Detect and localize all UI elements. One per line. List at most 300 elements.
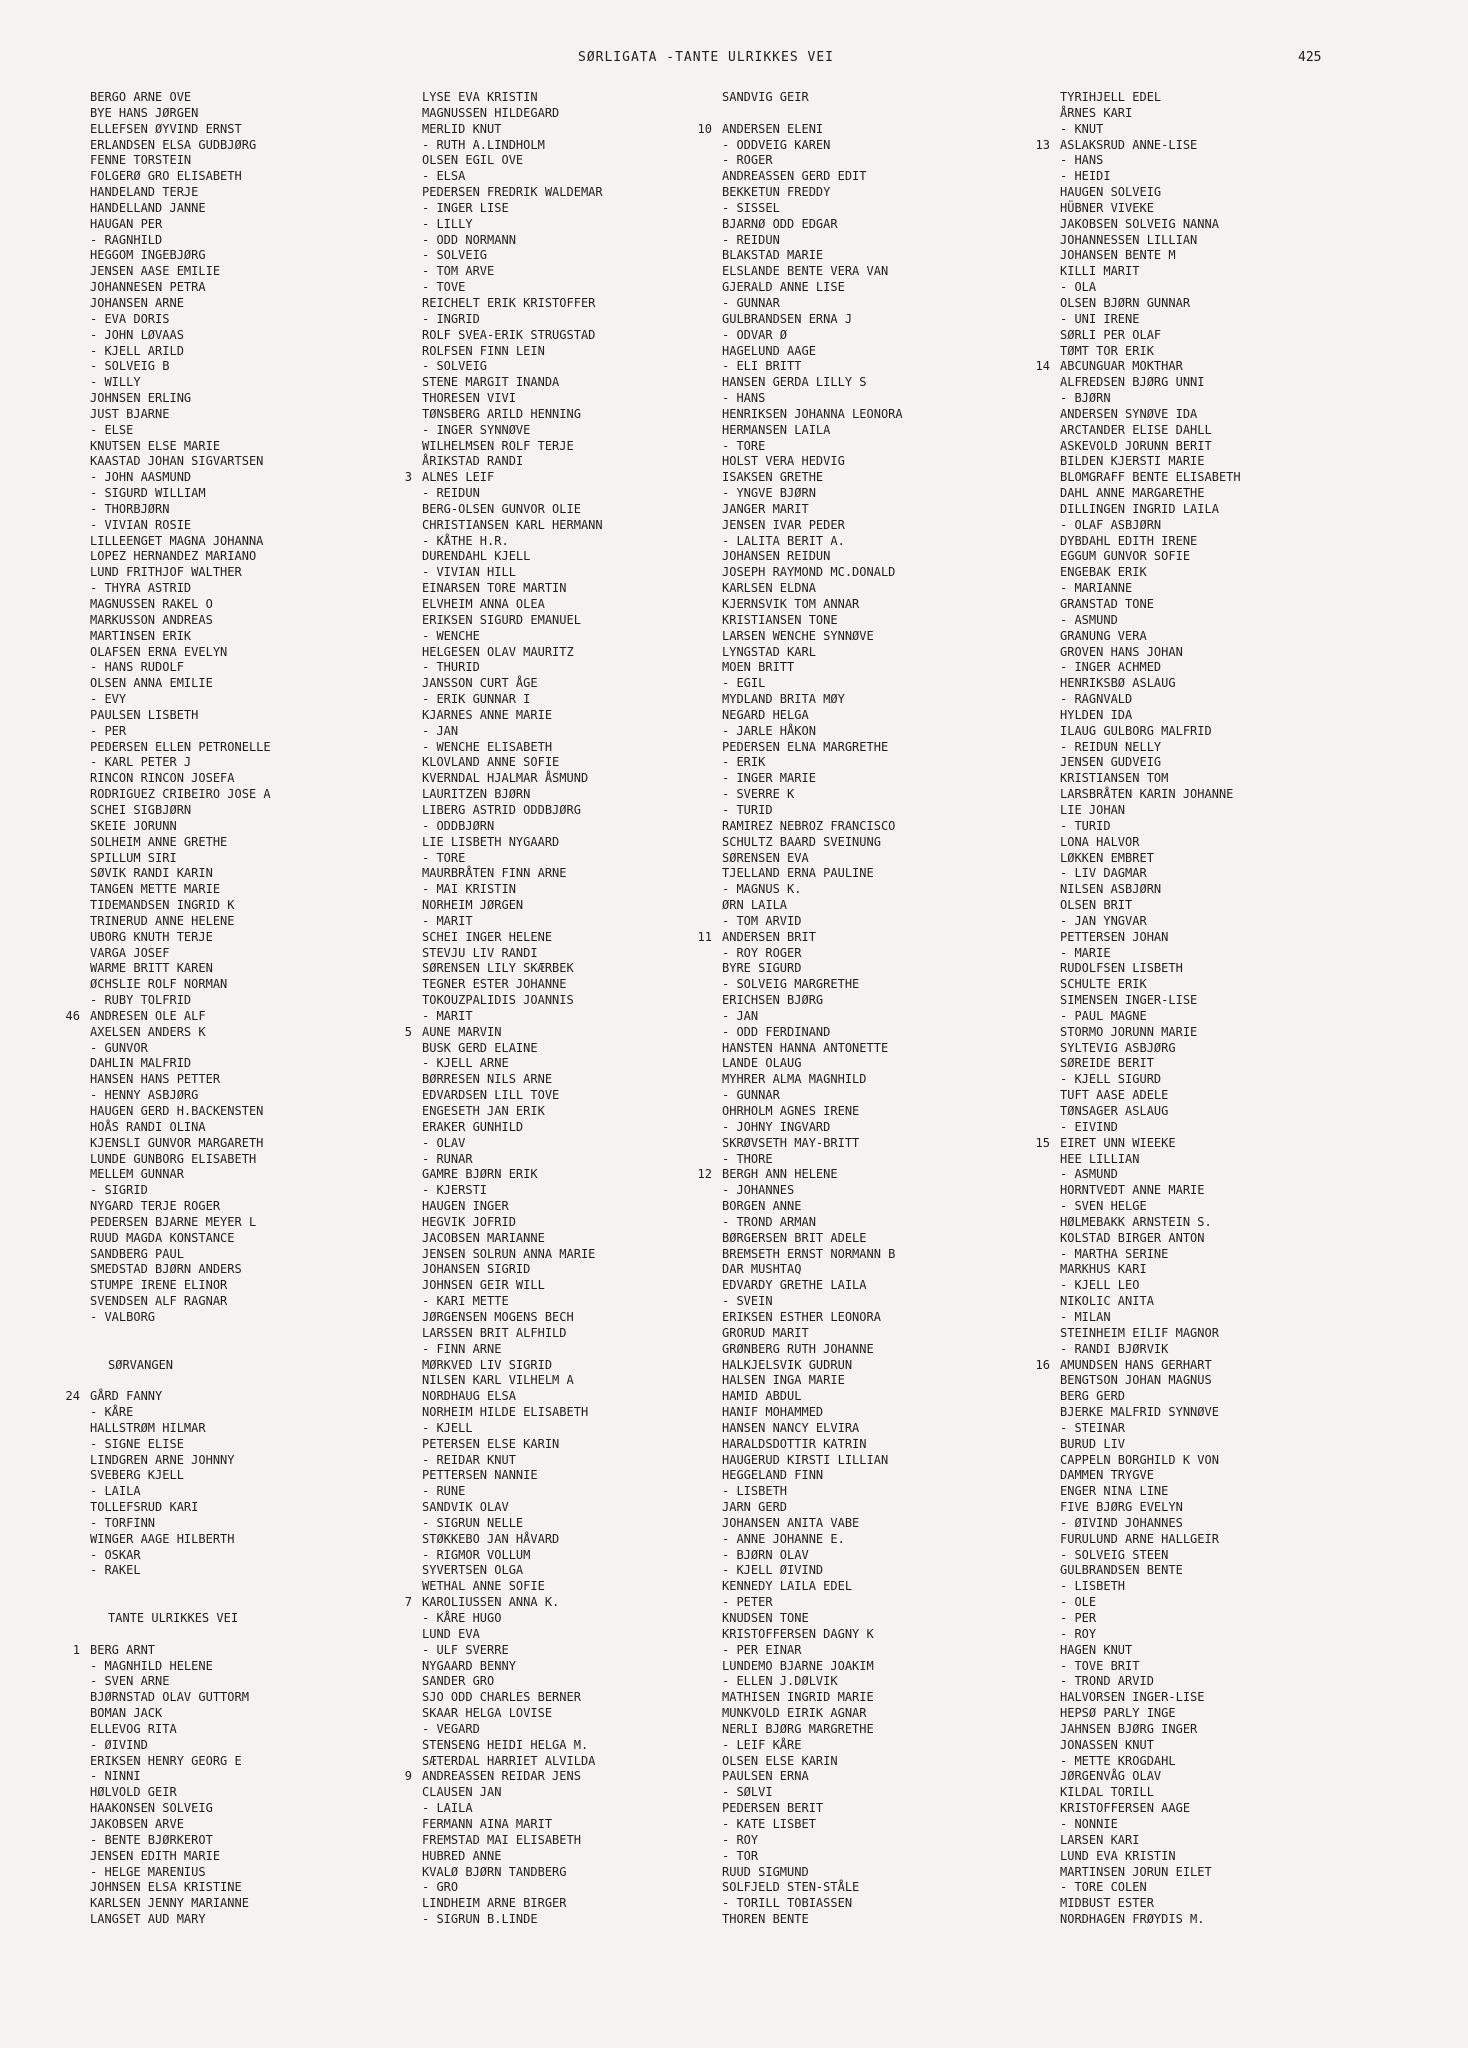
directory-entry — [1060, 882, 1390, 898]
resident-name: SØREIDE BERIT — [1060, 1056, 1154, 1071]
directory-entry — [422, 771, 752, 787]
resident-name: FIVE BJØRG EVELYN — [1060, 1500, 1183, 1515]
resident-name: ISAKSEN GRETHE — [722, 470, 824, 485]
directory-entry — [722, 248, 1052, 264]
directory-entry — [90, 1167, 420, 1183]
directory-entry — [1060, 1326, 1390, 1342]
resident-name: - RUBY TOLFRID — [90, 993, 192, 1008]
directory-entry — [90, 122, 420, 138]
resident-name: STEINHEIM EILIF MAGNOR — [1060, 1325, 1219, 1340]
resident-name: HOÅS RANDI OLINA — [90, 1119, 206, 1134]
resident-name: - STEINAR — [1060, 1420, 1126, 1435]
directory-entry — [722, 1659, 1052, 1675]
directory-entry — [90, 312, 420, 328]
resident-name: - WILLY — [90, 375, 141, 390]
resident-name: MARKUSSON ANDREAS — [90, 612, 213, 627]
resident-name: KJERNSVIK TOM ANNAR — [722, 597, 860, 611]
directory-entry — [1060, 312, 1390, 328]
directory-entry — [90, 993, 420, 1009]
directory-entry — [722, 1405, 1052, 1421]
resident-name: - OLAF ASBJØRN — [1060, 517, 1162, 532]
resident-name: RUDOLFSEN LISBETH — [1060, 961, 1183, 976]
directory-entry — [1060, 185, 1390, 201]
resident-name: - TOM ARVE — [422, 264, 495, 279]
resident-name: BOMAN JACK — [90, 1706, 163, 1721]
directory-entry — [90, 1516, 420, 1532]
resident-name: ARCTANDER ELISE DAHLL — [1060, 422, 1212, 437]
directory-entry — [1060, 724, 1390, 740]
directory-entry — [1060, 1120, 1390, 1136]
directory-entry — [90, 1041, 420, 1057]
directory-entry — [422, 1041, 752, 1057]
resident-name: - SOLVEIG STEEN — [1060, 1547, 1169, 1562]
directory-entry — [1060, 1183, 1390, 1199]
directory-column-4 — [1035, 90, 1390, 1928]
directory-entry — [1060, 1865, 1390, 1881]
directory-entry — [90, 328, 420, 344]
resident-name: RODRIGUEZ CRIBEIRO JOSE A — [90, 787, 271, 802]
resident-name: - HENNY ASBJØRG — [90, 1088, 199, 1103]
directory-entry — [1060, 1611, 1390, 1627]
resident-name: JOHNSEN GEIR WILL — [422, 1278, 545, 1293]
directory-entry — [422, 1611, 752, 1627]
directory-entry — [422, 534, 752, 550]
street-heading — [90, 1611, 420, 1627]
directory-entry — [722, 1056, 1052, 1072]
directory-entry — [422, 1262, 752, 1278]
resident-name: JØRGENVÅG OLAV — [1060, 1769, 1162, 1784]
directory-entry — [1060, 1516, 1390, 1532]
directory-entry — [722, 1611, 1052, 1627]
resident-name: HÜBNER VIVEKE — [1060, 200, 1154, 215]
directory-entry — [90, 1072, 420, 1088]
directory-entry — [1060, 264, 1390, 280]
resident-name: SKEIE JORUNN — [90, 818, 177, 833]
resident-name: - KÅRE — [90, 1405, 134, 1420]
resident-name: - ASMUND — [1060, 1167, 1118, 1182]
resident-name: PEDERSEN BJARNE MEYER L — [90, 1214, 257, 1229]
directory-entry — [90, 930, 420, 946]
directory-entry — [90, 1706, 420, 1722]
resident-name: PEDERSEN FREDRIK WALDEMAR — [422, 185, 603, 200]
directory-entry — [90, 1769, 420, 1785]
directory-entry — [1060, 518, 1390, 534]
directory-entry — [90, 1183, 420, 1199]
resident-name: - BENTE BJØRKEROT — [90, 1832, 213, 1847]
directory-entry — [90, 581, 420, 597]
directory-entry — [722, 819, 1052, 835]
directory-entry — [722, 1563, 1052, 1579]
directory-entry — [722, 1294, 1052, 1310]
directory-entry — [90, 1627, 420, 1643]
resident-name: - ROY — [722, 1832, 759, 1847]
resident-name: MATHISEN INGRID MARIE — [722, 1690, 874, 1705]
directory-entry — [90, 375, 420, 391]
directory-entry — [722, 1706, 1052, 1722]
directory-entry — [722, 1421, 1052, 1437]
resident-name: - EGIL — [722, 676, 766, 691]
house-number: 10 — [697, 121, 712, 136]
resident-name: LANDE OLAUG — [722, 1056, 802, 1071]
resident-name: - SOLVEIG — [422, 248, 488, 263]
directory-entry — [90, 1310, 420, 1326]
resident-name: JONASSEN KNUT — [1060, 1737, 1154, 1752]
resident-name: BYE HANS JØRGEN — [90, 105, 199, 120]
resident-name: - REIDUN NELLY — [1060, 739, 1162, 754]
directory-entry — [1060, 708, 1390, 724]
resident-name: SØRENSEN LILY SKÆRBEK — [422, 961, 574, 976]
resident-name: WETHAL ANNE SOFIE — [422, 1579, 545, 1594]
resident-name: SIMENSEN INGER-LISE — [1060, 993, 1198, 1008]
resident-name: HANSEN GERDA LILLY S — [722, 375, 867, 390]
resident-name: ANDRESEN OLE ALF — [90, 1008, 206, 1023]
resident-name: GRØNBERG RUTH JOHANNE — [722, 1341, 874, 1356]
directory-entry — [722, 1088, 1052, 1104]
resident-name: - TROND ARVID — [1060, 1674, 1154, 1689]
resident-name: - TORE — [422, 850, 466, 865]
resident-name: - INGER MARIE — [722, 771, 816, 786]
directory-entry — [90, 502, 420, 518]
directory-entry — [90, 359, 420, 375]
resident-name: - MARIE — [1060, 945, 1111, 960]
resident-name: OLSEN ANNA EMILIE — [90, 676, 213, 691]
resident-name: - SIGRUN NELLE — [422, 1515, 524, 1530]
resident-name: SOLFJELD STEN-STÅLE — [722, 1880, 860, 1895]
resident-name: - JAN — [722, 1008, 759, 1023]
directory-entry — [90, 233, 420, 249]
house-number: 16 — [1035, 1357, 1050, 1372]
resident-name: FERMANN AINA MARIT — [422, 1816, 553, 1831]
directory-entry — [722, 439, 1052, 455]
directory-entry — [90, 1231, 420, 1247]
directory-entry — [90, 1342, 420, 1358]
resident-name: HENRIKSBØ ASLAUG — [1060, 676, 1176, 691]
resident-name: SCHULTZ BAARD SVEINUNG — [722, 834, 881, 849]
directory-entry — [1060, 930, 1390, 946]
resident-name: LUNDEMO BJARNE JOAKIM — [722, 1658, 874, 1673]
resident-name: KNUTSEN ELSE MARIE — [90, 438, 221, 453]
resident-name: - YNGVE BJØRN — [722, 486, 816, 501]
directory-entry — [1060, 1643, 1390, 1659]
resident-name: TANGEN METTE MARIE — [90, 882, 221, 897]
resident-name: ANDERSEN SYNØVE IDA — [1060, 406, 1198, 421]
directory-entry — [1035, 1135, 1390, 1152]
resident-name: BERGO ARNE OVE — [90, 90, 192, 104]
directory-entry — [722, 1310, 1052, 1326]
directory-entry — [1060, 1373, 1390, 1389]
resident-name: ELLEFSEN ØYVIND ERNST — [90, 121, 242, 136]
resident-name: - WENCHE — [422, 628, 480, 643]
directory-entry — [722, 740, 1052, 756]
directory-entry — [722, 502, 1052, 518]
directory-entry — [90, 1088, 420, 1104]
directory-entry — [422, 502, 752, 518]
resident-name: - GUNNAR — [722, 295, 780, 310]
resident-name: - OLA — [1060, 280, 1097, 295]
resident-name: JARN GERD — [722, 1500, 788, 1515]
resident-name: ANDREASSEN GERD EDIT — [722, 169, 867, 184]
directory-entry — [422, 1215, 752, 1231]
resident-name: BURUD LIV — [1060, 1436, 1126, 1451]
resident-name: ANDERSEN ELENI — [722, 121, 824, 136]
resident-name: LARSSEN BRIT ALFHILD — [422, 1325, 567, 1340]
resident-name: OLSEN EGIL OVE — [422, 153, 524, 168]
resident-name: HAUGEN INGER — [422, 1199, 509, 1214]
resident-name: - TROND ARMAN — [722, 1214, 816, 1229]
directory-entry — [90, 1152, 420, 1168]
directory-entry — [722, 375, 1052, 391]
resident-name: - MARIT — [422, 913, 473, 928]
resident-name: - KARL PETER J — [90, 755, 192, 770]
resident-name: BREMSETH ERNST NORMANN B — [722, 1246, 896, 1261]
directory-entry — [90, 597, 420, 613]
directory-entry — [1060, 1278, 1390, 1294]
resident-name: CLAUSEN JAN — [422, 1785, 502, 1800]
directory-entry — [1060, 676, 1390, 692]
resident-name: HANIF MOHAMMED — [722, 1405, 824, 1420]
resident-name: LUND EVA KRISTIN — [1060, 1848, 1176, 1863]
resident-name: KARLSEN JENNY MARIANNE — [90, 1896, 249, 1911]
directory-entry — [722, 613, 1052, 629]
resident-name: - KJELL ARILD — [90, 343, 184, 358]
directory-entry — [1060, 1342, 1390, 1358]
directory-entry — [1060, 1801, 1390, 1817]
resident-name: FENNE TORSTEIN — [90, 153, 192, 168]
directory-entry — [404, 1024, 752, 1041]
directory-entry — [90, 153, 420, 169]
resident-name: OLAFSEN ERNA EVELYN — [90, 644, 228, 659]
directory-entry — [1060, 344, 1390, 360]
directory-entry — [422, 233, 752, 249]
resident-name: UBORG KNUTH TERJE — [90, 929, 213, 944]
directory-entry — [422, 1389, 752, 1405]
resident-name: - LISBETH — [1060, 1579, 1126, 1594]
resident-name: PAULSEN LISBETH — [90, 707, 199, 722]
house-number: 12 — [697, 1167, 712, 1182]
directory-entry — [422, 1453, 752, 1469]
resident-name: LUND EVA — [422, 1626, 480, 1641]
directory-entry — [90, 296, 420, 312]
resident-name: - RAKEL — [90, 1563, 141, 1578]
directory-entry — [1060, 1247, 1390, 1263]
directory-entry — [722, 787, 1052, 803]
resident-name: PETTERSEN NANNIE — [422, 1468, 538, 1483]
resident-name: PEDERSEN ELLEN PETRONELLE — [90, 739, 271, 754]
directory-entry — [90, 676, 420, 692]
directory-entry — [422, 993, 752, 1009]
directory-entry — [90, 1738, 420, 1754]
directory-entry — [722, 1373, 1052, 1389]
directory-entry — [1060, 280, 1390, 296]
resident-name: - KJELL — [422, 1420, 473, 1435]
resident-name: - ELSA — [422, 169, 466, 184]
directory-entry — [90, 613, 420, 629]
resident-name: HANDELAND TERJE — [90, 185, 199, 200]
directory-entry — [90, 1785, 420, 1801]
directory-entry — [722, 977, 1052, 993]
resident-name: - ASMUND — [1060, 612, 1118, 627]
directory-entry — [722, 1136, 1052, 1152]
directory-entry — [422, 1548, 752, 1564]
resident-name: GAMRE BJØRN ERIK — [422, 1167, 538, 1182]
resident-name: - KÅTHE H.R. — [422, 533, 509, 548]
resident-name: CHRISTIANSEN KARL HERMANN — [422, 517, 603, 532]
directory-entry — [1060, 454, 1390, 470]
resident-name: KARLSEN ELDNA — [722, 581, 816, 596]
resident-name: PEDERSEN ELNA MARGRETHE — [722, 739, 889, 754]
house-number: 9 — [404, 1769, 412, 1784]
resident-name: HEGGELAND FINN — [722, 1468, 824, 1483]
directory-entry — [1060, 1627, 1390, 1643]
directory-entry — [422, 1072, 752, 1088]
directory-entry — [1060, 1152, 1390, 1168]
directory-entry — [422, 1358, 752, 1374]
resident-name: LILLEENGET MAGNA JOHANNA — [90, 533, 264, 548]
house-number: 7 — [404, 1595, 412, 1610]
resident-name: KRISTOFFERSEN AAGE — [1060, 1801, 1191, 1816]
resident-name: JOHNSEN ELSA KRISTINE — [90, 1880, 242, 1895]
directory-entry — [722, 755, 1052, 771]
directory-entry — [722, 851, 1052, 867]
resident-name: HELGESEN OLAV MAURITZ — [422, 644, 574, 659]
resident-name: MØRKVED LIV SIGRID — [422, 1357, 553, 1372]
directory-entry — [90, 201, 420, 217]
resident-name: VARGA JOSEF — [90, 945, 170, 960]
directory-entry — [422, 549, 752, 565]
resident-name: GJERALD ANNE LISE — [722, 280, 845, 295]
directory-entry — [722, 201, 1052, 217]
resident-name: ILAUG GULBORG MALFRID — [1060, 723, 1212, 738]
resident-name: FURULUND ARNE HALLGEIR — [1060, 1531, 1219, 1546]
resident-name: - KJELL SIGURD — [1060, 1072, 1162, 1087]
house-number: 15 — [1035, 1135, 1050, 1150]
resident-name: JOHNSEN ERLING — [90, 391, 192, 406]
directory-entry — [90, 803, 420, 819]
directory-entry — [422, 676, 752, 692]
resident-name: - RUNE — [422, 1484, 466, 1499]
resident-name: - INGER SYNNØVE — [422, 422, 531, 437]
resident-name: KJENSLI GUNVOR MARGARETH — [90, 1135, 264, 1150]
resident-name: MARKHUS KARI — [1060, 1262, 1147, 1277]
resident-name: JANGER MARIT — [722, 501, 809, 516]
resident-name: - SIGURD WILLIAM — [90, 486, 206, 501]
directory-entry — [90, 1199, 420, 1215]
directory-entry — [722, 1342, 1052, 1358]
directory-entry — [1035, 137, 1390, 154]
directory-entry — [1060, 1072, 1390, 1088]
resident-name: BLOMGRAFF BENTE ELISABETH — [1060, 470, 1241, 485]
resident-name: MAGNUSSEN HILDEGARD — [422, 105, 560, 120]
directory-entry — [1060, 629, 1390, 645]
resident-name: - PER — [1060, 1611, 1097, 1625]
resident-name: - GRO — [422, 1880, 459, 1895]
resident-name: - TURID — [1060, 818, 1111, 833]
directory-entry — [722, 169, 1052, 185]
resident-name: JENSEN GUDVEIG — [1060, 755, 1162, 770]
resident-name: - ANNE JOHANNE E. — [722, 1531, 845, 1546]
directory-entry — [1060, 1421, 1390, 1437]
resident-name: DAMMEN TRYGVE — [1060, 1468, 1154, 1483]
resident-name: - PETER — [722, 1595, 773, 1610]
resident-name: SKRØVSETH MAY-BRITT — [722, 1135, 860, 1150]
directory-entry — [1060, 1088, 1390, 1104]
resident-name: - ØIVIND — [90, 1737, 148, 1752]
directory-entry — [90, 961, 420, 977]
directory-entry — [1060, 835, 1390, 851]
resident-name: STØKKEBO JAN HÅVARD — [422, 1531, 560, 1546]
directory-entry — [1060, 549, 1390, 565]
directory-entry — [90, 1500, 420, 1516]
directory-entry — [422, 1849, 752, 1865]
directory-entry — [90, 660, 420, 676]
directory-entry — [422, 90, 752, 106]
directory-entry — [90, 1563, 420, 1579]
directory-entry — [90, 898, 420, 914]
directory-entry — [422, 1912, 752, 1928]
resident-name: BERGH ANN HELENE — [722, 1167, 838, 1182]
directory-entry — [65, 1389, 420, 1405]
resident-name: - TOVE BRIT — [1060, 1658, 1140, 1673]
resident-name: NORDHAGEN FRØYDIS M. — [1060, 1912, 1205, 1927]
directory-entry — [722, 328, 1052, 344]
resident-name: - THYRA ASTRID — [90, 581, 192, 596]
directory-entry — [722, 1199, 1052, 1215]
resident-name: - TOVE — [422, 280, 466, 295]
directory-entry — [722, 1690, 1052, 1706]
resident-name: SØRENSEN EVA — [722, 850, 809, 865]
resident-name: BILDEN KJERSTI MARIE — [1060, 454, 1205, 469]
resident-name: LØKKEN EMBRET — [1060, 850, 1154, 865]
resident-name: JOHANNESEN PETRA — [90, 280, 206, 295]
resident-name: - ERIK GUNNAR I — [422, 692, 531, 707]
directory-entry — [722, 423, 1052, 439]
resident-name: ERIKSEN HENRY GEORG E — [90, 1753, 242, 1768]
directory-entry — [90, 1247, 420, 1263]
directory-entry — [1060, 1231, 1390, 1247]
resident-name: LINDGREN ARNE JOHNNY — [90, 1452, 235, 1467]
directory-entry — [422, 1659, 752, 1675]
directory-entry — [722, 1548, 1052, 1564]
directory-entry — [722, 359, 1052, 375]
directory-entry — [722, 534, 1052, 550]
resident-name: HALLSTRØM HILMAR — [90, 1420, 206, 1435]
resident-name: ENGESETH JAN ERIK — [422, 1104, 545, 1118]
directory-entry — [722, 391, 1052, 407]
resident-name: - JARLE HÅKON — [722, 723, 816, 738]
resident-name: HØLVOLD GEIR — [90, 1785, 177, 1800]
directory-entry — [722, 1738, 1052, 1754]
directory-entry — [1060, 755, 1390, 771]
resident-name: - LILLY — [422, 216, 473, 231]
resident-name: ENGER NINA LINE — [1060, 1484, 1169, 1499]
resident-name: BEKKETUN FREDDY — [722, 185, 831, 200]
directory-entry — [1060, 502, 1390, 518]
directory-entry — [722, 1880, 1052, 1896]
directory-entry — [1060, 1262, 1390, 1278]
directory-entry — [422, 1120, 752, 1136]
resident-name: LUND FRITHJOF WALTHER — [90, 565, 242, 580]
resident-name: HAUGAN PER — [90, 216, 163, 231]
directory-entry — [90, 1025, 420, 1041]
directory-entry — [90, 1056, 420, 1072]
directory-entry — [1060, 961, 1390, 977]
directory-entry — [722, 1247, 1052, 1263]
resident-name: HERMANSEN LAILA — [722, 422, 831, 437]
directory-entry — [422, 1690, 752, 1706]
resident-name: - TOM ARVID — [722, 913, 802, 928]
directory-entry — [90, 819, 420, 835]
directory-entry — [722, 1453, 1052, 1469]
